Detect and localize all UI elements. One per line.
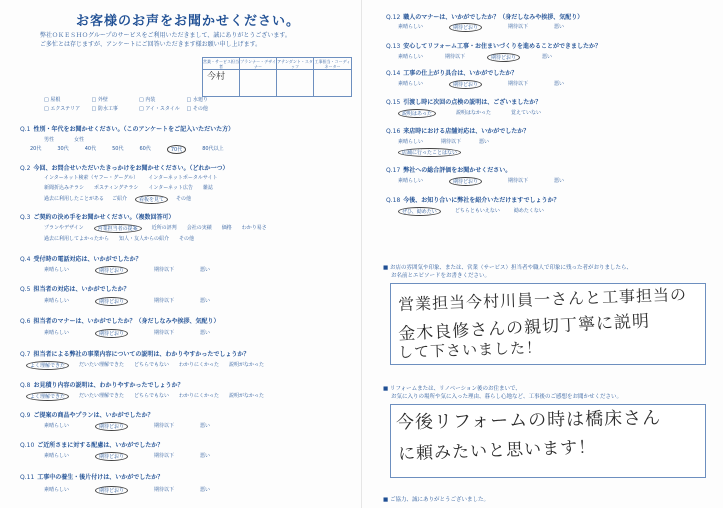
option[interactable]: わかり易さ [241, 225, 267, 231]
option[interactable]: 価格 [221, 225, 232, 231]
option[interactable]: 80代以上 [202, 146, 224, 152]
option-selected[interactable]: 説明はあった [398, 109, 436, 118]
option[interactable]: 期待以下 [154, 487, 175, 493]
option[interactable]: 期待以下 [154, 330, 175, 336]
intro-line: 弊社ＯＫＥＳＨＯグループのサービスをご利用いただきまして、誠にありがとうございます。 [40, 32, 291, 39]
option[interactable]: どちらでもない [134, 393, 169, 399]
q3-options-row1 [44, 224, 267, 233]
comment2-line: に頼みたいと思います！ [397, 437, 597, 465]
question-q12: Q.12 職人のマナーは、いかがでしたか？（身だしなみや挨拶、気配り） [386, 14, 584, 21]
q18-options [398, 207, 544, 216]
center-divider [361, 0, 362, 508]
service-checkbox[interactable]: □ アイ・スタイル [139, 105, 187, 112]
q14-ratings [398, 80, 564, 89]
q8-options [26, 392, 264, 401]
option[interactable]: 悪い [200, 267, 211, 273]
option[interactable]: 期待以下 [441, 139, 462, 145]
option-male[interactable]: 男性 [44, 137, 55, 143]
prompt-line: リフォームまたは、リノベーション後のお住まいで、 [389, 386, 521, 392]
option[interactable]: 期待以下 [508, 178, 529, 184]
option[interactable]: 期待以下 [508, 24, 529, 30]
q2-options-row3 [44, 195, 191, 204]
comment2-prompt [383, 385, 683, 401]
question-q16: Q.16 来店時における店舗対応は、いかがでしたか？ [386, 128, 530, 135]
option[interactable]: 40代 [84, 146, 97, 152]
option[interactable]: 素晴らしい [398, 139, 424, 145]
option-selected[interactable]: 期待どおり [95, 422, 128, 431]
option-selected[interactable]: 期待どおり [449, 80, 482, 89]
option[interactable]: 期待以下 [154, 267, 175, 273]
service-checkbox[interactable]: □ 外壁 [92, 96, 140, 103]
option-selected[interactable]: よく理解できた [26, 361, 69, 370]
survey-title: お客様のお声をお聞かせください。 [75, 14, 300, 29]
option[interactable]: 勧めたくない [513, 208, 544, 214]
option-female[interactable]: 女性 [74, 137, 85, 143]
option[interactable]: 期待以下 [154, 453, 175, 459]
prompt-line: お気に入りの場所や気に入った理由、暮らし心地など、工事後のご感想をお聞かせください。 [391, 394, 623, 400]
option[interactable]: 悪い [542, 54, 553, 60]
staff-cell [314, 70, 351, 96]
q17-ratings [398, 177, 564, 186]
option[interactable]: 素晴らしい [44, 267, 70, 273]
option[interactable]: 悪い [200, 487, 211, 493]
intro-line: ご多忙とは存じますが、アンケートにご回答いただきます様お願い申し上げます。 [40, 41, 262, 48]
option[interactable]: 悪い [554, 24, 565, 30]
service-checkbox[interactable]: □ その他 [187, 105, 235, 112]
option-selected[interactable]: ぜひ、勧めたい [398, 207, 441, 216]
option[interactable]: ポスティングチラシ [94, 185, 139, 191]
option[interactable]: 説明がなかった [229, 393, 265, 399]
option-selected[interactable]: よく理解できた [26, 392, 69, 401]
option[interactable]: 悪い [200, 453, 211, 459]
option[interactable]: 素晴らしい [398, 24, 424, 30]
option[interactable]: 素晴らしい [44, 423, 70, 429]
comment2-line: 今後リフォームの時は橋床さん [395, 407, 662, 434]
option-selected[interactable]: 看板を見て [135, 195, 168, 204]
option-selected[interactable]: 期待どおり [449, 23, 482, 32]
option[interactable]: 悪い [554, 178, 565, 184]
option[interactable]: 悪い [479, 139, 490, 145]
option[interactable]: 素晴らしい [44, 487, 70, 493]
option[interactable]: 素晴らしい [44, 330, 70, 336]
option[interactable]: 雑誌 [202, 185, 213, 191]
q5-ratings [44, 297, 210, 306]
option[interactable]: 悪い [200, 298, 211, 304]
option-selected[interactable]: 期待どおり [487, 53, 520, 62]
question-q5: Q.5 担当者の対応は、いかがでしたか？ [20, 286, 130, 293]
option[interactable]: 近所の評判 [151, 225, 177, 231]
question-q8: Q.8 お見積り内容の説明は、わかりやすかったでしょうか？ [20, 382, 184, 389]
option[interactable]: 期待以下 [154, 423, 175, 429]
option[interactable]: だいたい理解できた [79, 362, 125, 368]
question-q15: Q.15 引渡し時に次回の点検の説明は、ございましたか？ [386, 99, 542, 106]
option[interactable]: 新聞折込みチラシ [44, 185, 85, 191]
option[interactable]: 期待以下 [154, 298, 175, 304]
option[interactable]: 過去に利用したことがある [44, 196, 105, 202]
option[interactable]: 過去に利用してよかったから [44, 236, 110, 242]
q12-ratings [398, 23, 564, 32]
option[interactable]: 素晴らしい [398, 178, 424, 184]
staff-header: アテンダント・スタッフ [277, 59, 313, 69]
service-checkbox[interactable]: □ 防水工事 [92, 105, 140, 112]
comment1-line: 営業担当今村川員一さんと工事担当の [397, 284, 688, 315]
option[interactable]: その他 [176, 196, 192, 202]
option[interactable]: 覚えていない [510, 110, 541, 116]
question-q13: Q.13 安心してリフォーム工事・お住まいづくりを進めることができましたか？ [386, 43, 601, 50]
q3-options-row2 [44, 235, 194, 242]
service-checkbox[interactable]: □ 屋根 [44, 96, 92, 103]
q15-options [398, 109, 541, 118]
option[interactable]: その他 [179, 236, 195, 242]
option-selected[interactable]: 期待どおり [95, 266, 128, 275]
question-q3: Q.3 ご契約の決め手をお聞かせください。（複数回答可） [20, 214, 175, 221]
q16-options-row2 [398, 148, 461, 157]
option[interactable]: 悪い [200, 423, 211, 429]
staff-header: 工事担当・コーディネーター [314, 59, 351, 69]
option[interactable]: 30代 [57, 146, 69, 152]
comment1-line: 金木良修さんの親切丁寧に説明 [397, 311, 651, 345]
option-selected[interactable]: 期待どおり [449, 177, 482, 186]
prompt-line: お名前とエピソードをお書きください。 [391, 273, 491, 279]
question-q7: Q.7 担当者による弊社の事業内容についての説明は、わかりやすかったでしょうか？ [20, 351, 250, 358]
q2-options-row2 [44, 184, 213, 191]
staff-table [202, 57, 352, 97]
comment1-line: して下さいました！ [397, 338, 543, 362]
question-q17: Q.17 弊社への総合評価をお聞かせください。 [386, 167, 512, 174]
option[interactable]: 悪い [200, 330, 211, 336]
thanks-text: ■ ご協力、誠にありがとうございました。 [383, 495, 489, 503]
q1-age [30, 145, 224, 154]
staff-header: プランナー・デザイナー [240, 59, 276, 69]
question-q11: Q.11 工事中の養生・後片付けは、いかがでしたか？ [20, 474, 164, 481]
option[interactable]: 素晴らしい [44, 298, 70, 304]
option[interactable]: 説明がなかった [229, 362, 265, 368]
q7-options [26, 361, 264, 370]
option[interactable]: インターネットポータルサイト [148, 175, 218, 181]
option-selected[interactable]: 期待どおり [95, 297, 128, 306]
option[interactable]: インターネット検索（ヤフー・グーグル） [44, 175, 139, 181]
option[interactable]: プランやデザイン [44, 225, 84, 231]
question-q6: Q.6 担当者のマナーは、いかがでしたか？（身だしなみや挨拶、気配り） [20, 318, 220, 325]
q6-ratings [44, 329, 210, 338]
staff-name-handwritten: 今村 [203, 70, 240, 96]
question-q9: Q.9 ご提案の商品やプランは、いかがでしたか？ [20, 412, 154, 419]
option-selected[interactable]: 期待どおり [95, 329, 128, 338]
option-selected[interactable]: 期待どおり [95, 486, 128, 495]
question-q14: Q.14 工事の仕上がり具合は、いかがでしたか？ [386, 70, 518, 77]
question-q2: Q.2 今回、お問合せいただいたきっかけをお聞かせください。（どれか一つ） [20, 165, 229, 172]
service-checkbox[interactable]: □ 内装 [139, 96, 187, 103]
option-selected[interactable]: 70代 [167, 145, 186, 154]
q1-gender [44, 136, 84, 143]
comment1-prompt [383, 264, 683, 280]
q11-ratings [44, 486, 210, 495]
service-checkbox[interactable]: □ エクステリア [44, 105, 92, 112]
option[interactable]: わかりにくかった [178, 393, 219, 399]
prompt-line: お店の雰囲気や印象、または、営業（サービス）担当者や職人で印象に残った者がおりましたら、 [389, 265, 632, 271]
survey-intro [40, 31, 340, 49]
option[interactable]: 素晴らしい [398, 81, 424, 87]
option[interactable]: わかりにくかった [178, 362, 219, 368]
question-q1: Q.1 性別・年代をお聞かせください。（このアンケートをご記入いただいた方） [20, 126, 235, 133]
option-selected[interactable]: 店舗に行ったことはない [398, 148, 461, 157]
q9-ratings [44, 422, 210, 431]
option[interactable]: 説明はなかった [455, 110, 491, 116]
q2-options-row1 [44, 174, 217, 181]
service-checkboxes [44, 96, 234, 112]
staff-header: 営業・サービス担当者 [203, 59, 239, 69]
option[interactable]: どちらでもない [134, 362, 169, 368]
option-selected[interactable]: 期待どおり [95, 452, 128, 461]
option[interactable]: 60代 [139, 146, 151, 152]
service-checkbox[interactable]: □ 水廻り [187, 96, 235, 103]
option[interactable]: どちらともいえない [454, 208, 500, 214]
question-q18: Q.18 今後、お知り合いに弊社を紹介いただけますでしょうか？ [386, 197, 560, 204]
option[interactable]: 期待以下 [508, 81, 529, 87]
q10-ratings [44, 452, 210, 461]
option[interactable]: 50代 [112, 146, 124, 152]
option[interactable]: 会社の実績 [186, 225, 212, 231]
option[interactable]: 素晴らしい [44, 453, 70, 459]
question-q4: Q.4 受付時の電話対応は、いかがでしたか？ [20, 256, 142, 263]
option-selected[interactable]: 営業担当者の提案 [94, 224, 142, 233]
option[interactable]: ご紹介 [112, 196, 128, 202]
q4-ratings [44, 266, 210, 275]
option[interactable]: 知人・友人からの紹介 [119, 236, 170, 242]
option[interactable]: 期待以下 [445, 54, 466, 60]
q16-options-row1 [398, 138, 489, 145]
q13-options [398, 53, 552, 62]
option[interactable]: インターネット広告 [148, 185, 193, 191]
staff-cell [277, 70, 314, 96]
question-q10: Q.10 ご近所さまに対する配慮は、いかがでしたか？ [20, 442, 164, 449]
option[interactable]: だいたい理解できた [79, 393, 125, 399]
option[interactable]: 素晴らしい [398, 54, 424, 60]
option[interactable]: 20代 [30, 146, 42, 152]
staff-cell [240, 70, 277, 96]
option[interactable]: 悪い [554, 81, 565, 87]
